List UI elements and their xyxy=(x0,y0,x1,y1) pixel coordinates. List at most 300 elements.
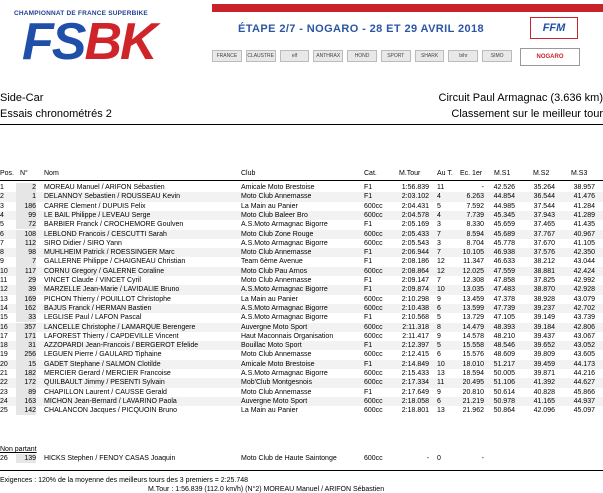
sponsor-logo: elf xyxy=(280,50,310,62)
row-pos: 7 xyxy=(0,239,4,247)
row-au: 6 xyxy=(437,351,441,359)
sponsor-logo: HOND xyxy=(347,50,377,62)
row-mtour: 2:03.102 xyxy=(401,193,429,201)
table-row xyxy=(0,183,603,192)
row-cat: 600cc xyxy=(364,295,383,303)
row-ms1: 45.778 xyxy=(493,239,515,247)
row-mtour: 2:04.578 xyxy=(401,211,429,219)
row-cat: 600cc xyxy=(364,379,383,387)
row-number: 169 xyxy=(16,295,36,304)
row-ms2: 38.212 xyxy=(533,258,555,266)
table-row xyxy=(0,192,603,201)
row-ec1: 14.479 xyxy=(462,323,484,331)
row-ms2: 41.165 xyxy=(533,397,555,405)
row-mtour: 2:09.147 xyxy=(401,277,429,284)
row-au: 9 xyxy=(437,388,441,396)
table-row xyxy=(0,369,603,378)
table-row xyxy=(0,332,603,341)
row-mtour: 2:12.397 xyxy=(401,342,429,350)
row-mtour: 2:11.318 xyxy=(402,323,429,331)
fsbk-logo xyxy=(14,10,204,70)
row-au: 3 xyxy=(437,221,441,229)
row-cat: 600cc xyxy=(364,239,383,247)
table-row xyxy=(0,257,603,266)
row-number: 72 xyxy=(16,220,36,229)
row-cat: 600cc xyxy=(364,370,383,377)
row-club: A.S.Moto Armagnac Bigorre xyxy=(241,304,328,312)
row-ms3: 45.866 xyxy=(573,388,595,396)
row-pos: 20 xyxy=(0,360,8,368)
table-row xyxy=(0,239,603,248)
table-row xyxy=(0,211,603,220)
row-ms1: 47.858 xyxy=(493,277,515,284)
row-cat: 600cc xyxy=(364,455,383,462)
row-name: MUHLHEIM Patrick / ROESSINGER Marc xyxy=(44,249,175,257)
row-au: 7 xyxy=(437,249,441,257)
row-mtour: 2:17.649 xyxy=(401,388,429,396)
best-lap-note: M.Tour : 1:56.839 (112.0 km/h) (N°2) MOREAU Manuel / ARIFON Sébastien xyxy=(148,486,385,493)
row-mtour: 2:18.058 xyxy=(401,397,429,405)
row-au: 11 xyxy=(437,184,445,191)
row-ec1: 12.308 xyxy=(462,277,484,284)
row-name: VINCET Claude / VINCET Cyril xyxy=(44,277,141,284)
row-ms2: 38.870 xyxy=(533,286,555,294)
row-number: 89 xyxy=(16,388,36,397)
row-ec1: 8.330 xyxy=(466,221,484,229)
row-number: 33 xyxy=(16,313,36,322)
row-name: MOREAU Manuel / ARIFON Sébastien xyxy=(44,184,165,191)
row-club: Moto Club Annemasse xyxy=(241,249,312,257)
row-club: Moto Club Annemasse xyxy=(241,277,312,284)
row-pos: 24 xyxy=(0,397,8,405)
table-row xyxy=(0,388,603,397)
row-ms3: 43.044 xyxy=(573,258,595,266)
row-ms3: 42.702 xyxy=(573,304,595,312)
row-name: GALLERNE Philippe / CHAIGNEAU Christian xyxy=(44,258,186,266)
row-ec1: 10.105 xyxy=(462,249,484,257)
row-ms2: 38.928 xyxy=(533,295,555,303)
row-ms2: 37.544 xyxy=(533,202,555,210)
row-ms3: 44.937 xyxy=(573,397,595,405)
row-ms2: 35.264 xyxy=(533,184,555,191)
row-name: CORNU Gregory / GALERNE Coraline xyxy=(44,267,165,275)
sponsor-logo: CLAUSTRE xyxy=(246,50,276,62)
row-ec1: 7.739 xyxy=(466,211,484,219)
row-ms3: 43.079 xyxy=(573,295,595,303)
row-ec1: 15.558 xyxy=(462,342,484,350)
row-club: La Main au Panier xyxy=(241,202,298,210)
row-ms1: 50.614 xyxy=(493,388,515,396)
row-au: 4 xyxy=(437,211,441,219)
row-name: PICHON Thierry / POUILLOT Christophe xyxy=(44,295,171,303)
row-number: 139 xyxy=(16,454,36,463)
table-row xyxy=(0,230,603,239)
row-name: LANCELLE Christophe / LAMARQUE Berengere xyxy=(44,323,196,331)
row-ms2: 37.670 xyxy=(533,239,555,247)
row-pos: 18 xyxy=(0,342,8,350)
columns-divider xyxy=(0,180,603,181)
table-row xyxy=(0,397,603,406)
row-ms1: 44.985 xyxy=(493,202,515,210)
row-pos: 21 xyxy=(0,370,8,377)
row-cat: F1 xyxy=(364,342,373,350)
row-mtour: 2:08.864 xyxy=(401,267,429,275)
row-pos: 15 xyxy=(0,314,8,322)
row-ms1: 47.739 xyxy=(493,304,515,312)
row-ms1: 42.526 xyxy=(493,184,515,191)
row-club: A.S.Moto Armagnac Bigorre xyxy=(241,239,328,247)
row-pos: 5 xyxy=(0,221,4,229)
row-ms3: 43.052 xyxy=(573,342,595,350)
row-ms2: 41.392 xyxy=(533,379,555,387)
row-mtour: 2:06.944 xyxy=(401,249,429,257)
row-ms3: 44.627 xyxy=(573,379,595,387)
row-pos: 6 xyxy=(0,230,4,238)
row-name: LEGUEN Pierre / GAULARD Tiphaine xyxy=(44,351,162,359)
row-number: 182 xyxy=(16,369,36,378)
row-ms2: 37.825 xyxy=(533,277,555,284)
row-ms2: 39.437 xyxy=(533,332,555,340)
table-row xyxy=(0,202,603,211)
table-row xyxy=(0,406,603,415)
row-number: 112 xyxy=(16,239,36,248)
row-ms3: 43.739 xyxy=(573,314,595,322)
row-ec1: 12.025 xyxy=(462,267,484,275)
row-mtour: - xyxy=(426,455,429,462)
row-name: MERCIER Gerard / MERCIER Francoise xyxy=(44,370,171,377)
row-au: 9 xyxy=(437,295,441,303)
row-ec1: 13.599 xyxy=(462,304,484,312)
row-mtour: 2:14.849 xyxy=(401,360,429,368)
row-ms1: 51.217 xyxy=(493,360,515,368)
sponsor-logo: FRANCE xyxy=(212,50,242,62)
table-row xyxy=(0,295,603,304)
row-cat: 600cc xyxy=(364,230,383,238)
table-row xyxy=(0,323,603,332)
row-cat: F1 xyxy=(364,388,373,396)
row-cat: 600cc xyxy=(364,202,383,210)
row-pos: 2 xyxy=(0,193,4,201)
table-row xyxy=(0,341,603,350)
row-name: MARZELLE Jean-Marie / LAVIDALIE Bruno xyxy=(44,286,180,294)
row-club: Team 6ème Avenue xyxy=(241,258,303,266)
row-number: 1 xyxy=(16,192,36,201)
row-au: 7 xyxy=(437,230,441,238)
col-nom: Nom xyxy=(44,170,59,177)
row-pos: 22 xyxy=(0,379,8,387)
row-club: Haut Maconnais Organisation xyxy=(241,332,334,340)
row-pos: 10 xyxy=(0,267,8,275)
row-ec1: - xyxy=(481,184,484,191)
row-au: 5 xyxy=(437,314,441,322)
row-name: MICHON Jean-Bernard / LAVARINO Paola xyxy=(44,397,177,405)
table-row xyxy=(0,267,603,276)
row-ms1: 46.633 xyxy=(493,258,515,266)
footer-divider xyxy=(0,470,603,471)
row-cat: 600cc xyxy=(364,211,383,219)
row-ms2: 39.237 xyxy=(533,304,555,312)
row-au: 13 xyxy=(437,370,445,377)
row-pos: 14 xyxy=(0,304,8,312)
col-club: Club xyxy=(241,170,256,177)
row-ms1: 46.938 xyxy=(493,249,515,257)
row-cat: F1 xyxy=(364,360,373,368)
row-au: 12 xyxy=(437,267,445,275)
row-ec1: 13.459 xyxy=(462,295,484,303)
col-ms2: M.S2 xyxy=(533,170,550,177)
row-club: Moto Club de Haute Saintonge xyxy=(241,455,337,462)
col-ec1: Ec. 1er xyxy=(460,170,483,177)
row-club: Bouillac Moto Sport xyxy=(241,342,302,350)
table-row xyxy=(0,304,603,313)
row-club: Moto Club Annemasse xyxy=(241,193,312,201)
row-ms3: 41.435 xyxy=(573,221,595,229)
row-name: QUILBAULT Jimmy / PESENTI Sylvain xyxy=(44,379,165,387)
row-mtour: 2:10.568 xyxy=(401,314,429,322)
row-cat: 600cc xyxy=(364,407,383,415)
row-number: 172 xyxy=(16,378,36,387)
row-club: Amicale Moto Brestoise xyxy=(241,360,315,368)
row-ec1: 7.592 xyxy=(466,202,484,210)
row-club: A.S.Moto Armagnac Bigorre xyxy=(241,286,328,294)
row-ms1: 47.483 xyxy=(493,286,515,294)
row-au: 5 xyxy=(437,202,441,210)
row-ms1: 50.864 xyxy=(493,407,515,415)
row-au: 10 xyxy=(437,286,445,294)
row-name: CARRE Clement / DUPUIS Felix xyxy=(44,202,146,210)
banner-red-bar xyxy=(212,4,603,12)
sponsor-logo: ANTHRAX xyxy=(313,50,343,62)
row-ec1: 20.810 xyxy=(462,388,484,396)
exigences-note: Exigences : 120% de la moyenne des meilleurs tours des 3 premiers = 2:25.748 xyxy=(0,477,249,484)
row-ec1: 11.347 xyxy=(463,258,484,266)
row-cat: F1 xyxy=(364,258,373,266)
row-number: 163 xyxy=(16,397,36,406)
row-au: 9 xyxy=(437,332,441,340)
row-ms2: 39.149 xyxy=(533,314,555,322)
event-banner xyxy=(0,0,603,78)
row-cat: F1 xyxy=(364,314,373,322)
row-number: 2 xyxy=(16,183,36,192)
row-name: HICKS Stephen / FENOY CASAS Joaquin xyxy=(44,455,176,462)
row-ms1: 44.854 xyxy=(493,193,515,201)
circuit-title: Circuit Paul Armagnac (3.636 km) xyxy=(438,92,603,104)
row-ms1: 45.689 xyxy=(493,230,515,238)
row-cat: 600cc xyxy=(364,397,383,405)
row-cat: 600cc xyxy=(364,351,383,359)
row-mtour: 2:11.417 xyxy=(402,332,429,340)
sponsor-logo: SPORT xyxy=(381,50,411,62)
row-cat: F1 xyxy=(364,249,373,257)
row-mtour: 2:18.801 xyxy=(401,407,429,415)
row-ms1: 45.345 xyxy=(493,211,515,219)
row-cat: 600cc xyxy=(364,332,383,340)
row-ms1: 50.005 xyxy=(493,370,515,377)
row-name: LEBLOND Francois / CESCUTTI Sarah xyxy=(44,230,167,238)
row-ms3: 41.476 xyxy=(573,193,595,201)
row-cat: F1 xyxy=(364,221,373,229)
event-stage: ÉTAPE 2/7 - NOGARO - 28 ET 29 AVRIL 2018 xyxy=(238,23,485,35)
row-ms2: 42.096 xyxy=(533,407,555,415)
row-ec1: 15.576 xyxy=(462,351,484,359)
row-ms3: 42.992 xyxy=(573,277,595,284)
row-pos: 1 xyxy=(0,184,4,191)
row-ms3: 43.605 xyxy=(573,351,595,359)
row-ms2: 39.459 xyxy=(533,360,555,368)
row-ms1: 48.393 xyxy=(493,323,515,331)
row-ec1: 8.704 xyxy=(466,239,484,247)
row-au: 11 xyxy=(437,379,445,387)
row-ec1: 14.578 xyxy=(462,332,484,340)
col-pos: Pos. xyxy=(0,170,15,177)
row-mtour: 2:10.438 xyxy=(401,304,429,312)
row-ms1: 47.105 xyxy=(493,314,515,322)
row-name: CHALANCON Jacques / PICQUOIN Bruno xyxy=(44,407,178,415)
non-partant-label: Non partant xyxy=(0,446,37,453)
session-title: Essais chronométrés 2 xyxy=(0,108,112,120)
row-ms1: 47.559 xyxy=(493,267,515,275)
row-ec1: 8.594 xyxy=(466,230,484,238)
row-name: DELANNOY Sebastien / ROUSSEAU Kevin xyxy=(44,193,181,201)
row-pos: 12 xyxy=(0,286,8,294)
row-number: 29 xyxy=(16,276,36,285)
table-row xyxy=(0,350,603,359)
table-row xyxy=(0,220,603,229)
col-no: N° xyxy=(20,170,28,177)
row-pos: 13 xyxy=(0,295,8,303)
row-pos: 19 xyxy=(0,351,8,359)
row-number: 39 xyxy=(16,285,36,294)
row-mtour: 2:05.543 xyxy=(401,239,429,247)
row-ms3: 42.350 xyxy=(573,249,595,257)
row-ms3: 42.806 xyxy=(573,323,595,331)
row-ms2: 38.881 xyxy=(533,267,555,275)
table-row xyxy=(0,285,603,294)
row-ec1: 6.263 xyxy=(466,193,484,201)
row-pos: 3 xyxy=(0,202,4,210)
row-name: LAFOREST Thierry / CAPDEVILLE Vincent xyxy=(44,332,179,340)
row-mtour: 2:10.298 xyxy=(401,295,429,303)
row-club: Auvergne Moto Sport xyxy=(241,323,308,331)
row-number: 117 xyxy=(16,267,36,276)
table-row xyxy=(0,313,603,322)
row-name: SIRO Didier / SIRO Yann xyxy=(44,239,122,247)
row-number: 256 xyxy=(16,350,36,359)
col-mtour: M.Tour xyxy=(399,170,421,177)
col-ms3: M.S3 xyxy=(571,170,588,177)
col-cat: Cat. xyxy=(364,170,377,177)
row-ms3: 42.424 xyxy=(573,267,595,275)
row-ms3: 41.284 xyxy=(573,202,595,210)
row-au: 8 xyxy=(437,323,441,331)
row-au: 6 xyxy=(437,304,441,312)
row-pos: 4 xyxy=(0,211,4,219)
row-ms3: 44.216 xyxy=(573,370,595,377)
row-name: GADET Stephane / SALMON Clotilde xyxy=(44,360,161,368)
row-ec1: - xyxy=(481,455,484,462)
row-pos: 11 xyxy=(0,277,8,284)
row-name: AZZOPARDI Jean-Francois / BERGEROT Efelide xyxy=(44,342,199,350)
row-ms2: 37.465 xyxy=(533,221,555,229)
row-ms3: 38.957 xyxy=(573,184,595,191)
row-club: Mob'Club Montgesnois xyxy=(241,379,312,387)
sponsor-logo: bihr xyxy=(448,50,478,62)
row-ms2: 39.184 xyxy=(533,323,555,331)
row-mtour: 2:15.433 xyxy=(401,370,429,377)
row-cat: F1 xyxy=(364,184,373,191)
nogaro-logo: NOGARO xyxy=(520,48,580,66)
row-name: BAJUS Franck / HERMAN Bastien xyxy=(44,304,152,312)
row-ms1: 47.378 xyxy=(493,295,515,303)
row-ms1: 51.106 xyxy=(493,379,515,387)
row-ms3: 45.097 xyxy=(573,407,595,415)
table-row xyxy=(0,248,603,257)
row-club: Auvergne Moto Sport xyxy=(241,397,308,405)
row-ms2: 39.871 xyxy=(533,370,555,377)
row-mtour: 2:12.415 xyxy=(401,351,429,359)
row-au: 10 xyxy=(437,360,445,368)
row-au: 7 xyxy=(437,277,441,284)
row-ms2: 39.809 xyxy=(533,351,555,359)
row-ms1: 48.210 xyxy=(493,332,515,340)
row-ms2: 36.544 xyxy=(533,193,555,201)
row-number: 186 xyxy=(16,202,36,211)
ffm-logo: FFM xyxy=(530,17,578,39)
row-au: 6 xyxy=(437,397,441,405)
row-au: 0 xyxy=(437,455,441,462)
row-au: 13 xyxy=(437,407,445,415)
row-club: La Main au Panier xyxy=(241,295,298,303)
championship-label: CHAMPIONNAT DE FRANCE SUPERBIKE xyxy=(14,10,148,17)
row-mtour: 2:04.431 xyxy=(401,202,429,210)
row-ms2: 37.943 xyxy=(533,211,555,219)
row-pos: 23 xyxy=(0,388,8,396)
row-mtour: 1:56.839 xyxy=(401,184,429,191)
row-club: Moto Club Baleer Bro xyxy=(241,211,308,219)
row-ec1: 13.035 xyxy=(462,286,484,294)
table-row xyxy=(0,276,603,285)
row-number: 7 xyxy=(16,257,36,266)
row-au: 4 xyxy=(437,193,441,201)
row-cat: 600cc xyxy=(364,323,383,331)
row-number: 31 xyxy=(16,341,36,350)
row-name: CHAPILLON Laurent / CAUSSE Gerald xyxy=(44,388,167,396)
row-number: 108 xyxy=(16,230,36,239)
row-ms1: 48.609 xyxy=(493,351,515,359)
row-ec1: 21.962 xyxy=(462,407,484,415)
row-pos: 26 xyxy=(0,455,8,462)
row-ms2: 37.767 xyxy=(533,230,555,238)
row-club: A.S.Moto Armagnac Bigorre xyxy=(241,314,328,322)
row-mtour: 2:05.169 xyxy=(401,221,429,229)
row-cat: F1 xyxy=(364,193,373,201)
row-name: BARBIER Franck / CROCHEMORE Goulven xyxy=(44,221,184,229)
row-club: A.S.Moto Armagnac Bigorre xyxy=(241,370,328,377)
row-ec1: 21.219 xyxy=(462,397,484,405)
row-ms2: 40.828 xyxy=(533,388,555,396)
row-ms3: 43.067 xyxy=(573,332,595,340)
row-club: Moto Club Pau Arnos xyxy=(241,267,308,275)
row-ec1: 18.594 xyxy=(462,370,484,377)
row-number: 15 xyxy=(16,360,36,369)
sponsor-logo: SIMO xyxy=(482,50,512,62)
row-number: 357 xyxy=(16,323,36,332)
row-au: 12 xyxy=(437,258,445,266)
header-divider xyxy=(0,124,603,125)
category-title: Side-Car xyxy=(0,92,44,104)
row-number: 162 xyxy=(16,304,36,313)
row-ms3: 41.105 xyxy=(573,239,595,247)
